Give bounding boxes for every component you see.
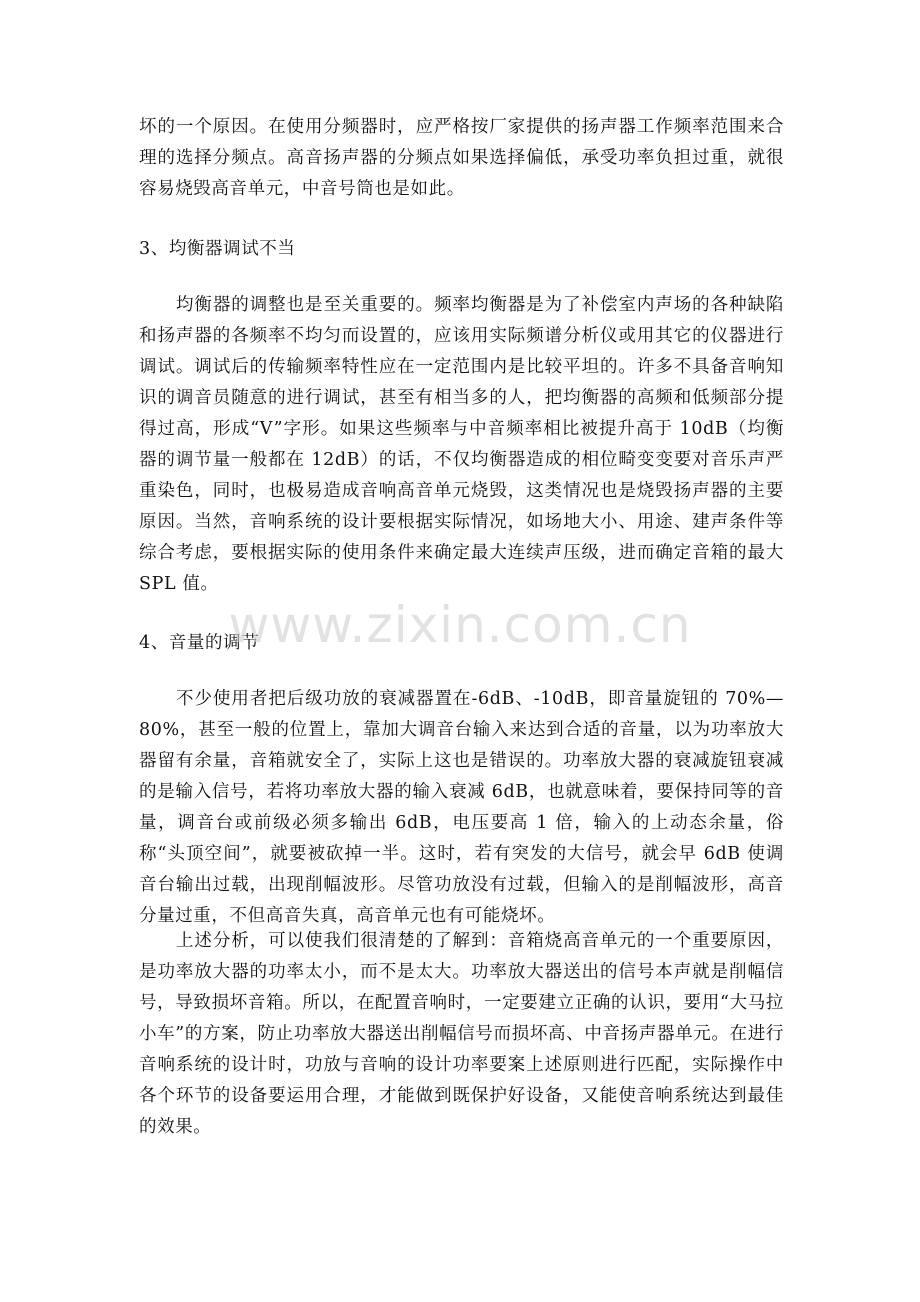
section-3-heading: 3、均衡器调试不当 xyxy=(139,239,296,259)
watermark: www.zixin.com.cn xyxy=(228,596,692,654)
summary-paragraph: 上述分析，可以使我们很清楚的了解到：音箱烧高音单元的一个重要原因，是功率放大器的功率太小，而不是太大。功率放大器送出的信号本声就是削幅信号，导致损坏音箱。所以，在配置音响时，一定要建立正确的认识，要用“大马拉小车”的方案，防止功率放大器送出削幅信号而损坏高、中音扬声器单元。在进行音响系统的设计时，功放与音响的设计功率要案上述原则进行匹配，实际操作中各个环节的设备要运用合理，才能做到既保护好设备，又能使音响系统达到最佳的效果。 xyxy=(139,931,784,1137)
section-4-paragraph: 不少使用者把后级功放的衰减器置在-6dB、-10dB，即音量旋钮的 70%—80%，甚至一般的位置上，靠加大调音台输入来达到合适的音量，以为功率放大器留有余量，音箱就安全了，实际上这也是错误的。功率放大器的衰减旋钮衰减的是输入信号，若将功率放大器的输入衰减 6dB，也就意味着，要保持同等的音量，调音台或前级必须多输出 6dB，电压要高 1 倍，输入的上动态余量，俗称“头顶空间”，就要被砍掉一半。这时，若有突发的大信号，就会早 6dB 使调音台输出过载，出现削幅波形。尽管功放没有过载，但输入的是削幅波形，高音分量过重，不但高音失真，高音单元也有可能烧坏。 xyxy=(139,689,784,926)
section-3-paragraph: 均衡器的调整也是至关重要的。频率均衡器是为了补偿室内声场的各种缺陷和扬声器的各频率不均匀而设置的，应该用实际频谱分析仪或用其它的仪器进行调试。调试后的传输频率特性应在一定范围内是比较平坦的。许多不具备音响知识的调音员随意的进行调试，甚至有相当多的人，把均衡器的高频和低频部分提得过高，形成“V”字形。如果这些频率与中音频率相比被提升高于 10dB（均衡器的调节量一般都在 12dB）的话，不仅均衡器造成的相位畸变变要对音乐声严重染色，同时，也极易造成音响高音单元烧毁，这类情况也是烧毁扬声器的主要原因。当然，音响系统的设计要根据实际情况，如场地大小、用途、建声条件等综合考虑，要根据实际的使用条件来确定最大连续声压级，进而确定音箱的最大 SPL 值。 xyxy=(139,295,784,594)
intro-paragraph: 坏的一个原因。在使用分频器时，应严格按厂家提供的扬声器工作频率范围来合理的选择分频点。高音扬声器的分频点如果选择偏低，承受功率负担过重，就很容易烧毁高音单元，中音号筒也是如此。 xyxy=(139,117,784,199)
section-4-heading: 4、音量的调节 xyxy=(139,633,260,653)
